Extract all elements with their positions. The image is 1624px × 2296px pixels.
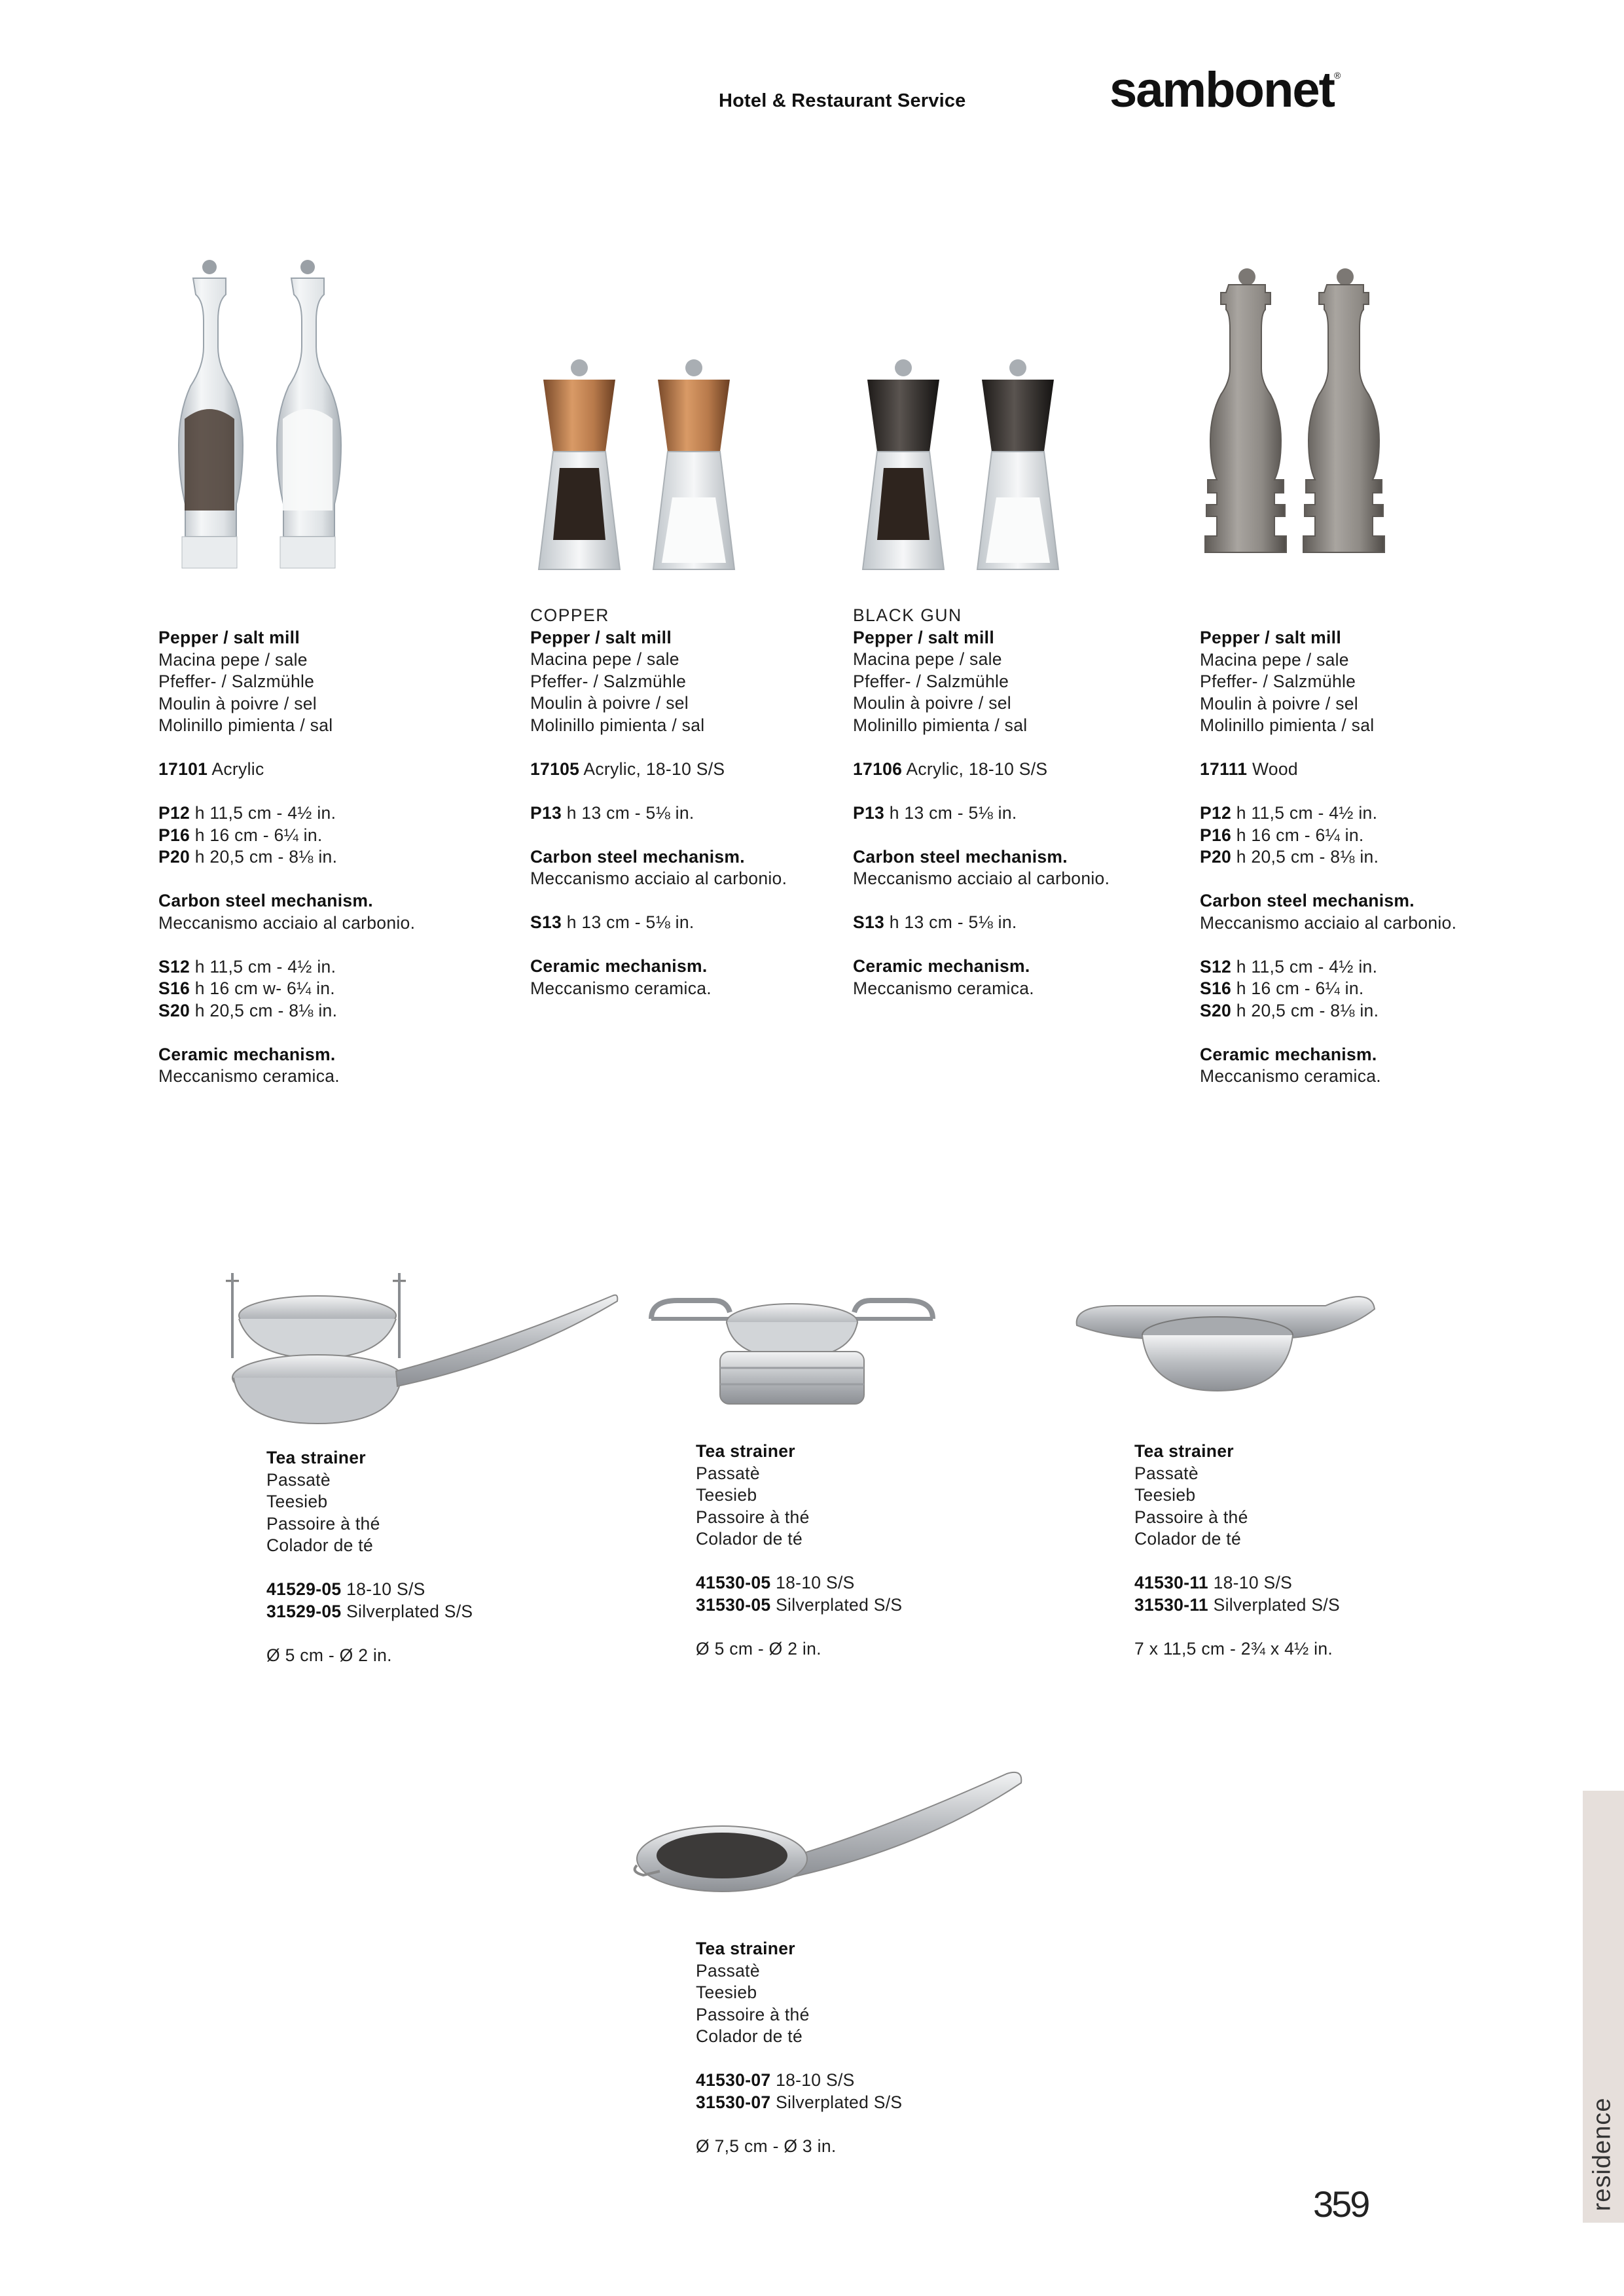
mill-description-wood — [1200, 627, 1456, 1088]
wood-mills-image — [1195, 265, 1398, 586]
tea-strainer-41530-07-image — [634, 1774, 1020, 1924]
translation: Teesieb — [696, 1982, 757, 2002]
product-code: 41530-05 — [696, 1573, 771, 1592]
translation: Pfeffer- / Salzmühle — [530, 671, 687, 691]
product-name: Tea strainer — [696, 1939, 795, 1958]
product-name: Tea strainer — [266, 1448, 366, 1467]
mill-description-black-gun — [853, 605, 1110, 999]
size-code: S20 — [1200, 1000, 1232, 1020]
material: 18-10 S/S — [770, 1573, 855, 1592]
translation: Moulin à poivre / sel — [158, 693, 317, 713]
strainer-description-41530-07 — [696, 1938, 902, 2157]
translation: Colador de té — [1134, 1529, 1242, 1549]
material: Acrylic — [208, 759, 264, 779]
size-text: h 20,5 cm - 8⅛ in. — [190, 847, 338, 867]
size-code: S13 — [530, 912, 562, 932]
material: Wood — [1247, 759, 1298, 779]
product-name: Pepper / salt mill — [1200, 628, 1342, 647]
product-code: 17105 — [530, 759, 580, 779]
mechanism-title: Carbon steel mechanism. — [1200, 891, 1415, 910]
mechanism-title: Ceramic mechanism. — [158, 1044, 336, 1064]
brand-name: sambonet — [1110, 62, 1334, 118]
mechanism-desc: Meccanismo acciaio al carbonio. — [530, 869, 787, 888]
size-text: h 20,5 cm - 8⅛ in. — [1231, 847, 1379, 867]
size-text: h 20,5 cm - 8⅛ in. — [1231, 1000, 1379, 1020]
size-code: S12 — [1200, 956, 1232, 977]
variant-label: BLACK GUN — [853, 605, 962, 625]
mechanism-desc: Meccanismo acciaio al carbonio. — [158, 912, 416, 933]
tea-strainer-41530-05-image — [645, 1293, 939, 1414]
translation: Colador de té — [696, 1529, 803, 1549]
product-code: 41530-07 — [696, 2070, 771, 2090]
mechanism-title: Carbon steel mechanism. — [530, 846, 745, 867]
size: Ø 5 cm - Ø 2 in. — [266, 1645, 392, 1665]
size-code: P13 — [853, 802, 885, 823]
strainer-description-41530-11 — [1134, 1441, 1340, 1660]
product-name: Tea strainer — [1134, 1441, 1234, 1461]
size-text: h 13 cm - 5⅛ in. — [884, 802, 1017, 823]
strainer-description-41530-05 — [696, 1441, 902, 1660]
product-code: 31530-07 — [696, 2092, 771, 2112]
mill-description-acrylic — [158, 627, 415, 1088]
translation: Molinillo pimienta / sal — [853, 715, 1028, 735]
translation: Pfeffer- / Salzmühle — [1200, 672, 1356, 691]
product-code: 31530-11 — [1134, 1594, 1208, 1615]
material: 18-10 S/S — [1208, 1573, 1293, 1592]
product-code: 17101 — [158, 759, 208, 779]
translation: Moulin à poivre / sel — [853, 693, 1011, 713]
translation: Passatè — [1134, 1463, 1199, 1483]
size-code: P16 — [158, 825, 190, 845]
mechanism-title: Carbon steel mechanism. — [158, 891, 373, 910]
size-code: P12 — [1200, 803, 1232, 823]
product-code: 17111 — [1200, 759, 1248, 779]
mechanism-desc: Meccanismo ceramica. — [1200, 1066, 1381, 1086]
product-name: Pepper / salt mill — [530, 627, 672, 647]
material: Silverplated S/S — [770, 1594, 903, 1615]
translation: Molinillo pimienta / sal — [1200, 715, 1375, 735]
translation: Macina pepe / sale — [158, 649, 308, 670]
size: Ø 7,5 cm - Ø 3 in. — [696, 2136, 837, 2156]
strainer-description-41529 — [266, 1447, 473, 1666]
translation: Moulin à poivre / sel — [1200, 693, 1358, 713]
translation: Passoire à thé — [696, 2004, 810, 2024]
product-name: Pepper / salt mill — [853, 627, 995, 647]
size-text: h 20,5 cm - 8⅛ in. — [190, 1000, 338, 1020]
registered-mark: ® — [1333, 70, 1340, 81]
product-code: 31530-05 — [696, 1594, 771, 1615]
product-name: Pepper / salt mill — [158, 628, 300, 647]
material: Silverplated S/S — [770, 2092, 903, 2112]
translation: Passoire à thé — [696, 1507, 810, 1527]
size-code: P20 — [1200, 847, 1232, 867]
mechanism-title: Carbon steel mechanism. — [853, 846, 1068, 867]
material: 18-10 S/S — [341, 1579, 425, 1599]
translation: Passatè — [696, 1960, 760, 1981]
translation: Pfeffer- / Salzmühle — [853, 671, 1009, 691]
translation: Macina pepe / sale — [1200, 649, 1349, 670]
mechanism-desc: Meccanismo acciaio al carbonio. — [1200, 912, 1457, 933]
size-text: h 16 cm - 6¼ in. — [1231, 825, 1364, 845]
size-code: P16 — [1200, 825, 1232, 845]
material: 18-10 S/S — [770, 2070, 855, 2090]
translation: Moulin à poivre / sel — [530, 693, 689, 713]
mill-description-copper — [530, 605, 787, 999]
size-text: h 16 cm - 6¼ in. — [190, 825, 323, 845]
size-text: h 16 cm w- 6¼ in. — [190, 978, 335, 998]
size-code: P20 — [158, 847, 190, 867]
translation: Colador de té — [696, 2026, 803, 2046]
mechanism-title: Ceramic mechanism. — [853, 956, 1030, 976]
product-code: 31529-05 — [266, 1601, 342, 1621]
size-code: S12 — [158, 956, 190, 977]
size-code: S16 — [158, 978, 190, 998]
product-code: 41529-05 — [266, 1579, 342, 1599]
translation: Macina pepe / sale — [853, 649, 1002, 669]
translation: Colador de té — [266, 1535, 374, 1555]
acrylic-mills-image — [157, 255, 360, 583]
material: Silverplated S/S — [1208, 1594, 1340, 1615]
translation: Teesieb — [1134, 1485, 1196, 1505]
variant-label: COPPER — [530, 605, 609, 625]
translation: Passatè — [266, 1469, 331, 1490]
translation: Molinillo pimienta / sal — [530, 715, 705, 735]
mechanism-title: Ceramic mechanism. — [1200, 1044, 1377, 1064]
translation: Molinillo pimienta / sal — [158, 715, 333, 735]
product-code: 41530-11 — [1134, 1573, 1208, 1592]
translation: Passatè — [696, 1463, 760, 1483]
product-code: 17106 — [853, 759, 903, 779]
copper-mills-image — [524, 353, 746, 583]
size-text: h 11,5 cm - 4½ in. — [190, 803, 336, 823]
size: Ø 5 cm - Ø 2 in. — [696, 1638, 821, 1659]
translation: Teesieb — [696, 1485, 757, 1505]
mechanism-desc: Meccanismo ceramica. — [530, 978, 712, 998]
size-text: h 13 cm - 5⅛ in. — [884, 912, 1017, 932]
mechanism-desc: Meccanismo ceramica. — [853, 978, 1034, 998]
mechanism-title: Ceramic mechanism. — [530, 956, 708, 976]
mechanism-desc: Meccanismo ceramica. — [158, 1066, 340, 1086]
product-name: Tea strainer — [696, 1441, 795, 1461]
material: Silverplated S/S — [341, 1601, 473, 1621]
tea-strainer-41530-11-image — [1074, 1283, 1375, 1407]
size-text: h 11,5 cm - 4½ in. — [1231, 803, 1378, 823]
size-code: S20 — [158, 1000, 190, 1020]
translation: Passoire à thé — [1134, 1507, 1248, 1527]
translation: Teesieb — [266, 1492, 328, 1511]
translation: Pfeffer- / Salzmühle — [158, 672, 315, 691]
material: Acrylic, 18-10 S/S — [579, 759, 725, 779]
size-text: h 13 cm - 5⅛ in. — [562, 912, 695, 932]
size-text: h 16 cm - 6¼ in. — [1231, 978, 1364, 998]
mechanism-desc: Meccanismo acciaio al carbonio. — [853, 869, 1110, 888]
size-code: S13 — [853, 912, 885, 932]
size-text: h 11,5 cm - 4½ in. — [190, 956, 336, 977]
section-title: Hotel & Restaurant Service — [719, 90, 966, 111]
section-label: residence — [1588, 2097, 1616, 2212]
size-code: P13 — [530, 802, 562, 823]
size-text: h 11,5 cm - 4½ in. — [1231, 956, 1378, 977]
translation: Macina pepe / sale — [530, 649, 679, 669]
size-code: P12 — [158, 803, 190, 823]
brand-logo — [1110, 62, 1340, 118]
tea-strainer-41529-image — [219, 1273, 619, 1430]
page-number: 359 — [1313, 2183, 1369, 2225]
material: Acrylic, 18-10 S/S — [902, 759, 1048, 779]
size: 7 x 11,5 cm - 2¾ x 4½ in. — [1134, 1638, 1333, 1659]
size-text: h 13 cm - 5⅛ in. — [562, 802, 695, 823]
black-gun-mills-image — [848, 353, 1070, 583]
translation: Passoire à thé — [266, 1513, 380, 1534]
size-code: S16 — [1200, 978, 1232, 998]
